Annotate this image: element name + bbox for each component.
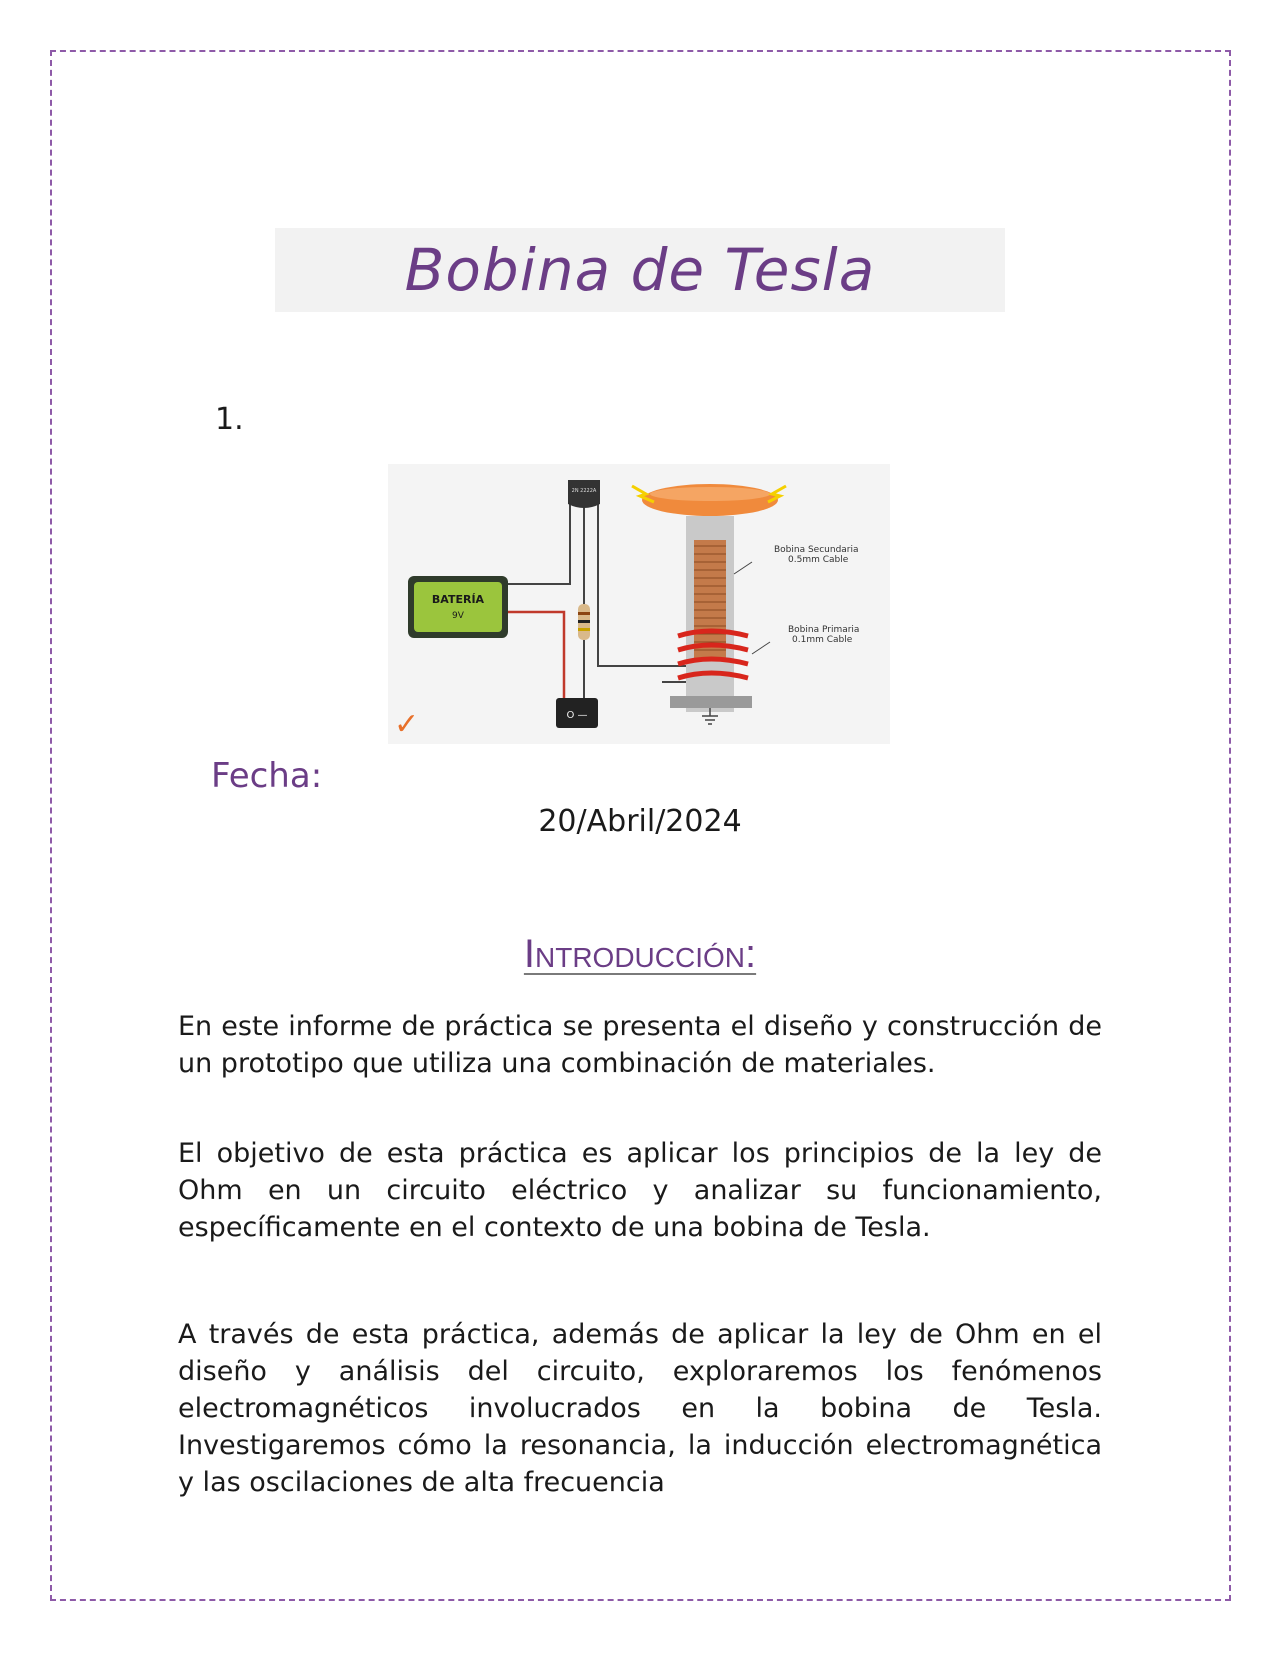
date-value: 20/Abril/2024 (538, 804, 742, 839)
paragraph-1: En este informe de práctica se presenta el diseño y construcción de un prototipo que utiliza una combinación de materiales. (178, 1011, 1102, 1079)
title-box (275, 228, 1005, 312)
battery-label: BATERÍA (431, 593, 485, 606)
primary-coil-spec: 0.1mm Cable (792, 635, 853, 645)
resistor-band-2 (578, 620, 590, 623)
resistor-band-1 (578, 612, 590, 615)
transistor-label: 2N 2222A (571, 488, 597, 494)
paragraph-2: El objetivo de esta práctica es aplicar los principios de la ley de Ohm en un circuito eléctrico y analizar su funcionamiento, específicamente en el contexto de una bobina de Tesla. (178, 1138, 1102, 1243)
checkmark-icon: ✓ (394, 707, 420, 742)
transistor-body (568, 480, 600, 508)
battery-label-area (414, 582, 502, 632)
date-label: Fecha: (211, 756, 323, 796)
section-heading-container (0, 932, 1280, 977)
coil-base (670, 696, 752, 708)
toroid-highlight (650, 487, 770, 501)
secondary-coil-spec: 0.5mm Cable (788, 555, 849, 565)
tesla-coil-circuit-image (388, 464, 890, 744)
primary-coil-label: Bobina Primaria (788, 625, 860, 635)
paragraph-3: A través de esta práctica, además de aplicar la ley de Ohm en el diseño y análisis del circuito, exploraremos los fenómenos electromagnéticos involucrados en la bobina de Tesla. Investigaremos cómo la resonancia, la inducción electromagnética y las oscilaciones de alta frecuencia (178, 1319, 1102, 1498)
switch-symbol: O — (566, 710, 588, 721)
list-number: 1. (215, 402, 244, 437)
document-title: Bobina de Tesla (404, 236, 876, 304)
circuit-diagram (388, 464, 890, 744)
battery-voltage: 9V (452, 611, 464, 621)
introduction-heading: Introducción: (523, 932, 757, 976)
resistor-band-3 (578, 628, 590, 631)
secondary-coil-label: Bobina Secundaria (774, 545, 859, 555)
